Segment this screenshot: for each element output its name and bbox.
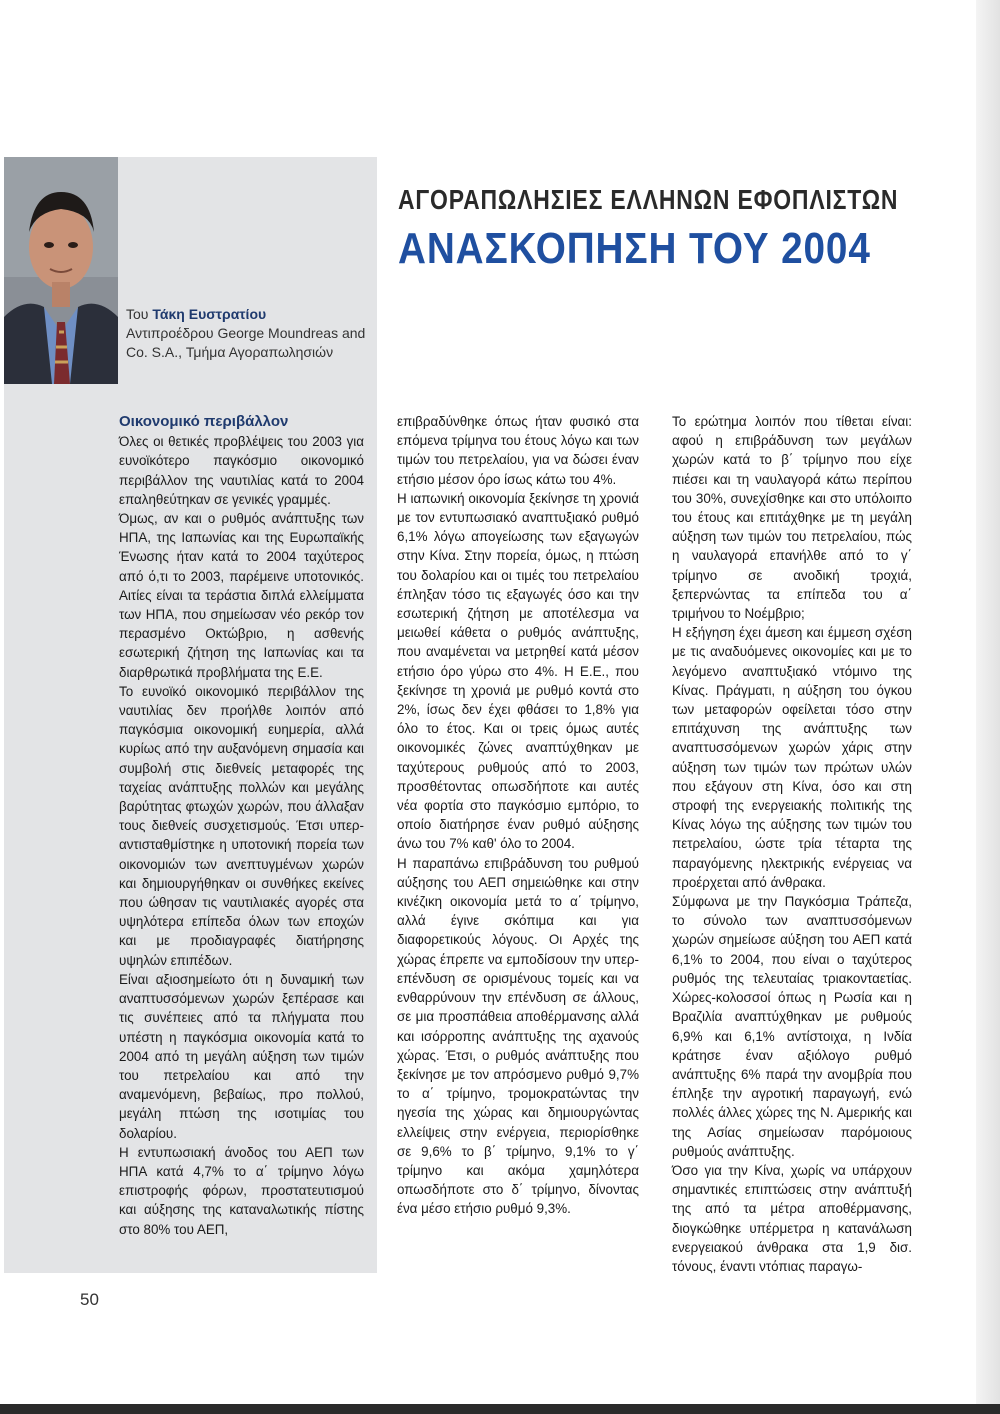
paragraph: Η εξήγηση έχει άμεση και έμμεση σχέση με τις αναδυόμενες οικονομίες και με το λεγόμενο αναπτυξιακό ντόμινο της Κίνας. Πράγματι, η αύξηση του όγκου των μεταφορών οφείλεται τόσο στην επιτάχυνση της ανάπτυξης των αναπτυσσόμενων χωρών χάρις στην αύξηση των τιμών των πρώτων υλών που εξάγουν στη Κίνα, όσο και στη στροφή της ενεργειακής πολιτικής της Κίνας λόγω της αύξησης των τιμών του πετρελαίου, ώστε τρία τέταρτα της παραγόμενης ηλεκτρικής ενέργειας να προέρχεται από άνθρακα. bbox=[672, 625, 912, 890]
paragraph: Όσο για την Κίνα, χωρίς να υπάρχουν σημαντικές επιπτώσεις στην ανάπτυξή της από τα μέτρα αποθέρμανσης, διογκώθηκε υπέρμετρα η κατανάλωση ενεργειακού άνθρακα στα 1,9 δισ. τόνους, έναντι ντόπιας παραγω- bbox=[672, 1162, 912, 1274]
page-edge bbox=[976, 0, 1000, 1414]
paragraph: Η εντυπωσιακή άνοδος του ΑΕΠ των ΗΠΑ κατά 4,7% το α΄ τρίμηνο λόγω επιστροφής φόρων, προστατευτισμού και αύξησης της καταναλωτικής πίστης στο 80% του ΑΕΠ, bbox=[119, 1144, 364, 1237]
paragraph: Το ερώτημα λοιπόν που τίθεται είναι: αφού η επιβράδυνση των μεγάλων χωρών κατά το β΄ τρίμηνο που είχε πιέσει και τη ναυλαγορά κάτω περίπου του 30%, συνεχίσθηκε και στο υπόλοιπο του έτους και επιτάχθηκε με τη μεγάλη αύξηση των τιμών του πετρελαίου, πώς η ναυλαγορά επανήλθε από το γ΄ τρίμηνο σε ανοδική τροχιά, ξεπερνώντας τα επίπεδα του α΄ τριμήνου το Νοέμβριο; bbox=[672, 414, 912, 622]
text-column-1 bbox=[119, 412, 364, 1239]
page-number: 50 bbox=[80, 1290, 99, 1309]
paragraph: Η ιαπωνική οικονομία ξεκίνησε τη χρονιά με τον εντυπωσιακό αναπτυξιακό ρυθμό 6,1% λόγω απογείωσης των εξαγωγών στην Κίνα. Στην πορεία, όμως, η πτώση του δολαρίου και οι τιμές του πετρελαίου έπληξαν τόσο τις εξαγωγές όσο και την εσωτερική ζήτηση με αποτέλεσμα να μειωθεί κάθετα ο ρυθμός ανάπτυξης, που αναμένεται να μετρηθεί κατά μέσον ετήσιο όρο γύρω στο 4%. Η Ε.Ε., που ξεκίνησε τη χρονιά με ρυθμό κοντά στο 2%, ίσως δεν έχει φθάσει το 1,8% για όλο το έτος. Και οι τρεις όμως αυτές οικονομικές ζώνες αναπτύχθηκαν με ταχύτερους ρυθμούς από το 2003, προσθέτοντας οπωσδήποτε και αυτές νέα φορτία στο παγκόσμιο εμπόριο, το οποίο διατήρησε έναν ρυθμό αύξησης άνω του 7% καθ' όλο το 2004. bbox=[397, 490, 639, 852]
author-photo bbox=[4, 157, 118, 384]
paragraph: Σύμφωνα με την Παγκόσμια Τράπεζα, το σύνολο των αναπτυσσόμενων χωρών σημείωσε αύξηση του ΑΕΠ κατά 6,1% το 2004, που είναι ο ταχύτερος ρυθμός της τελευταίας τριακονταετίας. Χώρες-κολοσσοί όπως η Ρωσία και η Βραζιλία αναπτύχθηκαν με ρυθμούς 6,9% και 6,1% αντίστοιχα, η Ινδία κράτησε έναν αξιόλογο ρυθμό ανάπτυξης 6% παρά την ανομβρία που έπληξε την αγροτική παραγωγή, ενώ πολλές άλλες χώρες της Ν. Αμερικής και της Ασίας σημείωσαν παρόμοιους ρυθμούς ανάπτυξης. bbox=[672, 894, 912, 1159]
article-kicker: ΑΓΟΡΑΠΩΛΗΣΙΕΣ ΕΛΛΗΝΩΝ ΕΦΟΠΛΙΣΤΩΝ bbox=[398, 184, 899, 215]
text-column-2 bbox=[397, 412, 639, 1219]
paragraph: Το ευνοϊκό οικονομικό περιβάλλον της ναυτιλίας δεν προήλθε λοιπόν από παγκόσμια οικονομική ευημερία, αλλά κυρίως από την αυξανόμενη σημασία και συμβολή στις διεθνείς μεταφορές της ταχείας ανάπτυξης πολλών και μεγάλης βαρύτητας φτωχών χωρών, που άλλαξαν τους διεθνείς συσχετισμούς. Έτσι υπερ-αντισταθμίστηκε η υποτονική πορεία των οικονομιών των ανεπτυγμένων χωρών και δημιουργήθηκαν οι συνθήκες εκείνες που ώθησαν τις ναυτιλιακές αγορές στα υψηλότερα επίπεδα όλων των εποχών και με προδιαγραφές διατήρησης υψηλών επιπέδων. bbox=[119, 683, 364, 968]
paragraph: Όλες οι θετικές προβλέψεις του 2003 για ευνοϊκότερο παγκόσμιο οικονομικό περιβάλλον της ναυτιλίας κατά το 2004 επαληθεύτηκαν σε γενικές γραμμές. bbox=[119, 434, 364, 507]
section-heading: Οικονομικό περιβάλλον bbox=[119, 413, 289, 430]
bottom-rule bbox=[0, 1404, 1000, 1414]
author-name: Τάκη Ευστρατίου bbox=[152, 306, 267, 322]
author-role: Αντιπροέδρου George Moundreas and Co. S.A., Τμήμα Αγοραπωλησιών bbox=[126, 325, 366, 360]
paragraph: Όμως, αν και ο ρυθμός ανάπτυξης των ΗΠΑ, της Ιαπωνίας και της Ευρωπαϊκής Ένωσης ήταν κατά το 2004 ταχύτερος από ό,τι το 2003, παρέμεινε υποτονικός. Αιτίες είναι τα τεράστια διπλά ελλείμματα των ΗΠΑ, που σημείωσαν νέο ρεκόρ τον περασμένο Οκτώβριο, η ασθενής εσωτερική ζήτηση της Ιαπωνίας και τα διαρθρωτικά προβλήματα της Ε.Ε. bbox=[119, 511, 364, 680]
paragraph: επιβραδύνθηκε όπως ήταν φυσικό στα επόμενα τρίμηνα του έτους λόγω και των τιμών του πετρελαίου, για να δώσει έναν ετήσιο μέσον όρο ίσως κάτω του 4%. bbox=[397, 414, 639, 487]
author-byline bbox=[126, 305, 376, 362]
article-title: ΑΝΑΣΚΟΠΗΣΗ ΤΟΥ 2004 bbox=[398, 224, 871, 273]
byline-prefix: Του bbox=[126, 306, 153, 322]
text-column-3 bbox=[672, 412, 912, 1276]
paragraph: Η παραπάνω επιβράδυνση του ρυθμού αύξησης του ΑΕΠ σημειώθηκε και στην κινέζικη οικονομία μετά το α΄ τρίμηνο, αλλά έγινε σκόπιμα και για διαφορετικούς λόγους. Οι Αρχές της χώρας έπρεπε να εμποδίσουν την υπερ-επένδυση σε ορισμένους τομείς και να ενθαρρύνουν την επένδυση σε άλλους, σε μια προσπάθεια αποθέρμανσης αλλά και ισόρροπης ανάπτυξης της αχανούς χώρας. Έτσι, ο ρυθμός ανάπτυξης που ξεκίνησε με τον απρόσμενο ρυθμό 9,7% το α΄ τρίμηνο, τρομοκρατώντας την ηγεσία της χώρας και δημιουργώντας ελλείψεις στην ενέργεια, περιορίσθηκε σε 9,6% το β΄ τρίμηνο, 9,1% το γ΄ τρίμηνο και ακόμα χαμηλότερα οπωσδήποτε στο δ΄ τρίμηνο, δίνοντας ένα μέσο ετήσιο ρυθμό 9,3%. bbox=[397, 855, 639, 1217]
paragraph: Είναι αξιοσημείωτο ότι η δυναμική των αναπτυσσόμενων χωρών ξεπέρασε και τις συνέπειες από τα πλήγματα που υπέστη η παγκόσμια οικονομία κατά το 2004 από τη μεγάλη αύξηση των τιμών του πετρελαίου και από την αναμενόμενη, βεβαίως, προ πολλού, μεγάλη πτώση της ισοτιμίας του δολαρίου. bbox=[119, 971, 364, 1141]
